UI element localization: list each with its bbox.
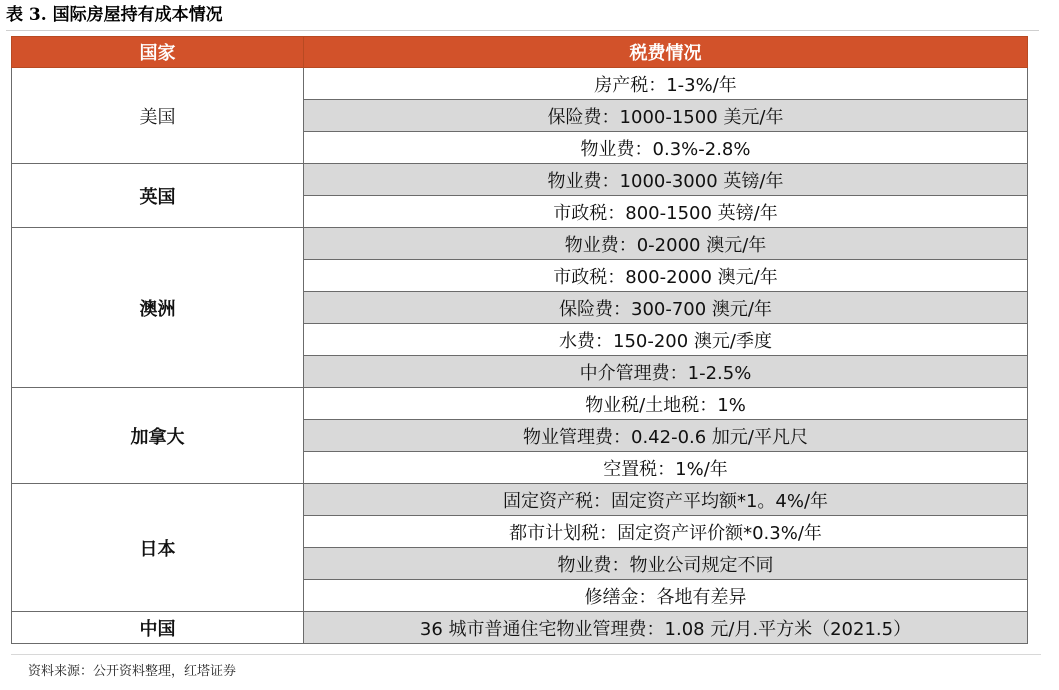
country-cell: 美国	[12, 68, 304, 164]
tax-cell: 都市计划税：固定资产评价额*0.3%/年	[304, 516, 1028, 548]
country-cell: 日本	[12, 484, 304, 612]
tax-cell: 中介管理费：1-2.5%	[304, 356, 1028, 388]
tax-cell: 水费：150-200 澳元/季度	[304, 324, 1028, 356]
country-cell: 加拿大	[12, 388, 304, 484]
title-divider	[6, 30, 1039, 31]
country-cell: 中国	[12, 612, 304, 644]
source-note: 资料来源：公开资料整理，红塔证券	[28, 664, 237, 679]
footer-divider	[11, 654, 1041, 655]
tax-cell: 物业管理费：0.42-0.6 加元/平凡尺	[304, 420, 1028, 452]
holding-cost-table	[11, 36, 1028, 644]
table-header-row	[12, 37, 1028, 68]
table-title: 表 3. 国际房屋持有成本情况	[6, 5, 223, 25]
table-row	[12, 228, 1028, 260]
header-tax: 税费情况	[304, 37, 1028, 68]
table-row	[12, 388, 1028, 420]
tax-cell: 市政税：800-1500 英镑/年	[304, 196, 1028, 228]
table-body	[12, 68, 1028, 644]
tax-cell: 修缮金：各地有差异	[304, 580, 1028, 612]
tax-cell: 物业费：0-2000 澳元/年	[304, 228, 1028, 260]
tax-cell: 保险费：1000-1500 美元/年	[304, 100, 1028, 132]
tax-cell: 保险费：300-700 澳元/年	[304, 292, 1028, 324]
tax-cell: 物业费：0.3%-2.8%	[304, 132, 1028, 164]
table-row	[12, 484, 1028, 516]
table-row	[12, 164, 1028, 196]
tax-cell: 市政税：800-2000 澳元/年	[304, 260, 1028, 292]
tax-cell: 物业税/土地税：1%	[304, 388, 1028, 420]
tax-cell: 房产税：1-3%/年	[304, 68, 1028, 100]
tax-cell: 36 城市普通住宅物业管理费：1.08 元/月.平方米（2021.5）	[304, 612, 1028, 644]
table-row	[12, 612, 1028, 644]
tax-cell: 物业费：物业公司规定不同	[304, 548, 1028, 580]
table-row	[12, 68, 1028, 100]
tax-cell: 空置税：1%/年	[304, 452, 1028, 484]
tax-cell: 物业费：1000-3000 英镑/年	[304, 164, 1028, 196]
country-cell: 英国	[12, 164, 304, 228]
header-country: 国家	[12, 37, 304, 68]
tax-cell: 固定资产税：固定资产平均额*1。4%/年	[304, 484, 1028, 516]
country-cell: 澳洲	[12, 228, 304, 388]
